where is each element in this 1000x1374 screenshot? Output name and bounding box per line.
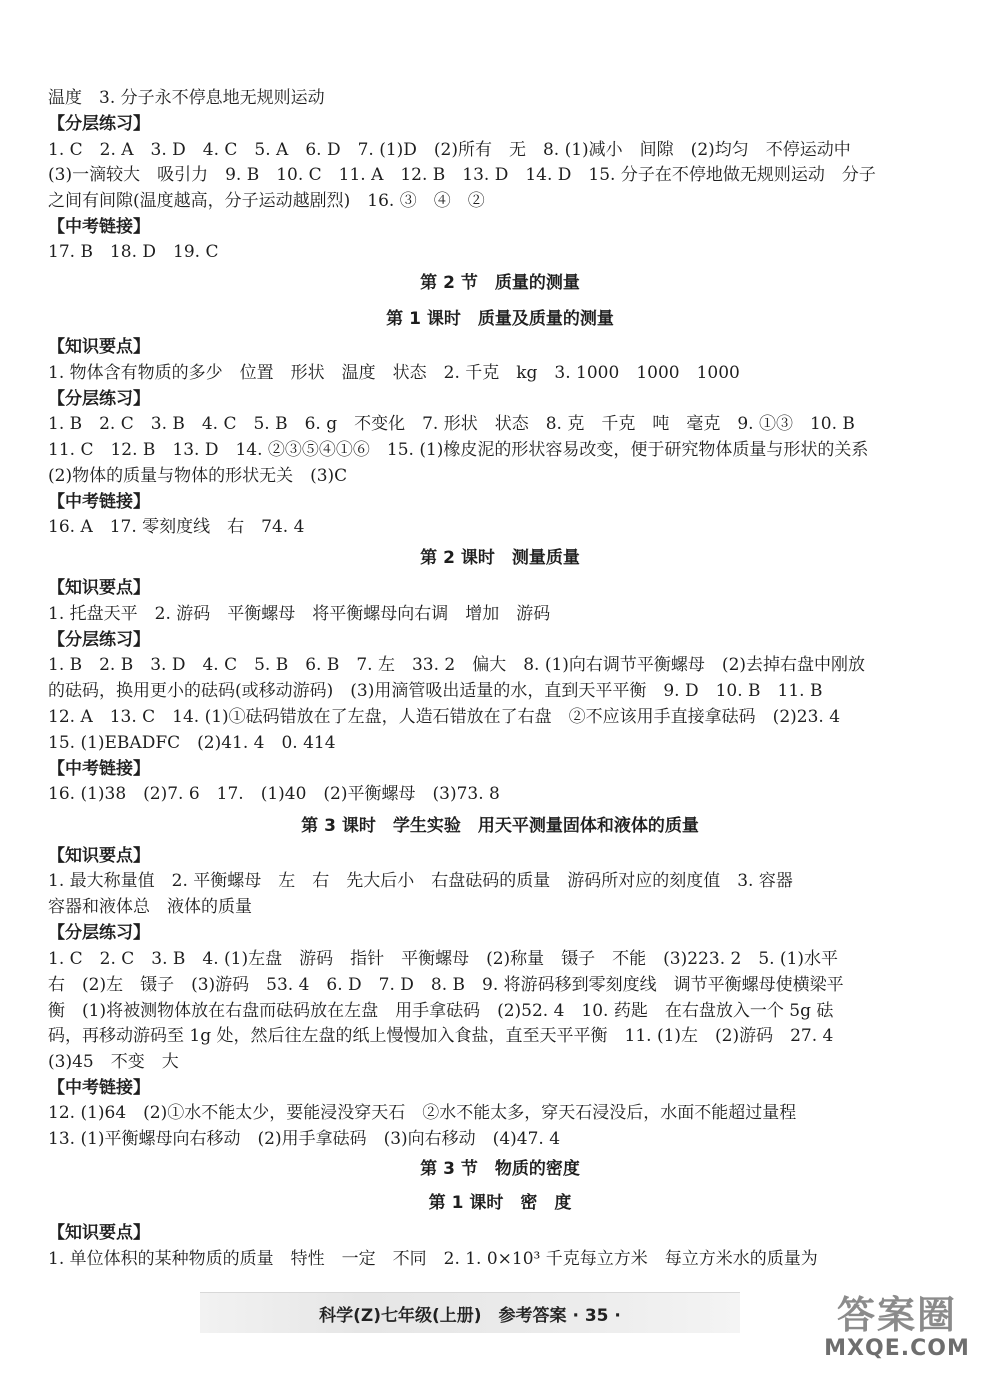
answer-line: 16. A 17. 零刻度线 右 74. 4: [48, 517, 305, 537]
section-label: 【分层练习】: [48, 630, 150, 650]
section-label: 【知识要点】: [48, 846, 150, 866]
answer-line: 16. (1)38 (2)7. 6 17. (1)40 (2)平衡螺母 (3)73. 8: [48, 784, 500, 804]
answer-line: 1. 单位体积的某种物质的质量 特性 一定 不同 2. 1. 0×10³ 千克每立方米 每立方米水的质量为: [48, 1249, 818, 1269]
answer-line: 1. 物体含有物质的多少 位置 形状 温度 状态 2. 千克 kg 3. 1000 1000 1000: [48, 363, 740, 383]
watermark-logo: [802, 1294, 992, 1368]
answer-line: 1. C 2. A 3. D 4. C 5. A 6. D 7. (1)D (2)所有 无 8. (1)减小 间隙 (2)均匀 不停运动中: [48, 140, 851, 160]
page-footer: [200, 1292, 740, 1333]
lesson-heading: 第 1 课时 密 度: [428, 1193, 572, 1213]
answer-line: 11. C 12. B 13. D 14. ②③⑤④①⑥ 15. (1)橡皮泥的形状容易改变，便于研究物体质量与形状的关系: [48, 440, 869, 460]
section-heading: 第 2 节 质量的测量: [420, 273, 580, 293]
answer-line: (3)一滴较大 吸引力 9. B 10. C 11. A 12. B 13. D 14. D 15. 分子在不停地做无规则运动 分子: [48, 165, 876, 185]
section-heading: 第 3 节 物质的密度: [420, 1159, 580, 1179]
answer-line: 1. B 2. C 3. B 4. C 5. B 6. g 不变化 7. 形状 状态 8. 克 千克 吨 毫克 9. ①③ 10. B: [48, 414, 855, 434]
answer-line: 之间有间隙(温度越高，分子运动越剧烈) 16. ③ ④ ②: [48, 191, 485, 211]
section-label: 【中考链接】: [48, 1078, 150, 1098]
answer-line: (3)45 不变 大: [48, 1052, 179, 1072]
answer-line: 13. (1)平衡螺母向右移动 (2)用手拿砝码 (3)向右移动 (4)47. 4: [48, 1129, 561, 1149]
section-label: 【知识要点】: [48, 337, 150, 357]
watermark-url: MXQE.COM: [824, 1336, 970, 1361]
section-label: 【知识要点】: [48, 1223, 150, 1243]
answer-line: 衡 (1)将被测物体放在右盘而砝码放在左盘 用手拿砝码 (2)52. 4 10. 药匙 在右盘放入一个 5g 砝: [48, 1001, 834, 1021]
lesson-heading: 第 1 课时 质量及质量的测量: [386, 309, 614, 329]
section-label: 【分层练习】: [48, 114, 150, 134]
lesson-heading: 第 3 课时 学生实验 用天平测量固体和液体的质量: [301, 816, 699, 836]
answer-line: 的砝码，换用更小的砝码(或移动游码) (3)用滴管吸出适量的水，直到天平平衡 9. D 10. B 11. B: [48, 681, 823, 701]
section-label: 【中考链接】: [48, 759, 150, 779]
section-label: 【中考链接】: [48, 492, 150, 512]
lesson-heading: 第 2 课时 测量质量: [420, 548, 580, 568]
section-label: 【分层练习】: [48, 389, 150, 409]
section-label: 【知识要点】: [48, 578, 150, 598]
answer-line: 1. C 2. C 3. B 4. (1)左盘 游码 指针 平衡螺母 (2)称量 镊子 不能 (3)223. 2 5. (1)水平: [48, 949, 839, 969]
answer-line: 12. A 13. C 14. (1)①砝码错放在了左盘，人造石错放在了右盘 ②不应该用手直接拿砝码 (2)23. 4: [48, 707, 841, 727]
section-label: 【分层练习】: [48, 923, 150, 943]
answer-line: 温度 3. 分子永不停息地无规则运动: [48, 88, 325, 108]
answer-line: 右 (2)左 镊子 (3)游码 53. 4 6. D 7. D 8. B 9. 将游码移到零刻度线 调节平衡螺母使横梁平: [48, 975, 844, 995]
watermark-logo-text: 答案圈: [836, 1293, 957, 1337]
answer-line: 17. B 18. D 19. C: [48, 242, 219, 262]
answer-line: 码，再移动游码至 1g 处，然后往左盘的纸上慢慢加入食盐，直至天平平衡 11. (1)左 (2)游码 27. 4: [48, 1026, 834, 1046]
answer-line: 15. (1)EBADFC (2)41. 4 0. 414: [48, 733, 336, 753]
answer-line: 1. B 2. B 3. D 4. C 5. B 6. B 7. 左 33. 2 偏大 8. (1)向右调节平衡螺母 (2)去掉右盘中刚放: [48, 655, 866, 675]
answer-line: 12. (1)64 (2)①水不能太少，要能浸没穿天石 ②水不能太多，穿天石浸没后，水面不能超过量程: [48, 1103, 797, 1123]
footer-text: 科学(Z)七年级(上册) 参考答案 · 35 ·: [319, 1306, 621, 1326]
answer-line: 1. 最大称量值 2. 平衡螺母 左 右 先大后小 右盘砝码的质量 游码所对应的刻度值 3. 容器: [48, 871, 793, 891]
section-label: 【中考链接】: [48, 217, 150, 237]
answer-line: (2)物体的质量与物体的形状无关 (3)C: [48, 466, 348, 486]
answer-line: 容器和液体总 液体的质量: [48, 897, 252, 917]
answer-line: 1. 托盘天平 2. 游码 平衡螺母 将平衡螺母向右调 增加 游码: [48, 604, 551, 624]
